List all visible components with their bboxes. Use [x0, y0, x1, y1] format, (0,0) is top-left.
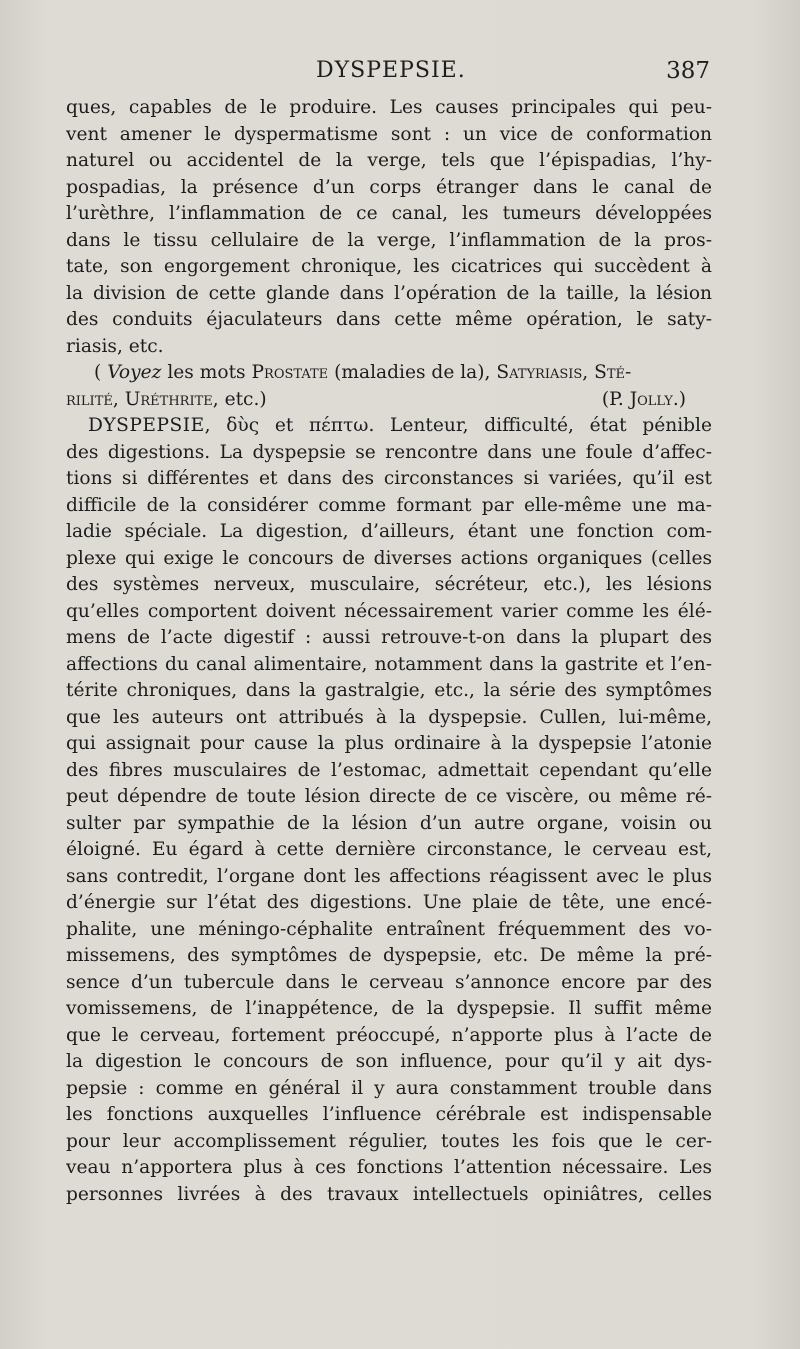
text-line: tions si différentes et dans des circonstances si variées, qu’il est	[66, 468, 712, 489]
text-line: peut dépendre de toute lésion directe de ce viscère, ou même ré-	[66, 786, 712, 807]
body-text	[66, 95, 712, 1208]
cross-reference-text: , etc.)	[212, 388, 267, 410]
text-line: sence d’un tubercule dans le cerveau s’annonce encore par des	[66, 971, 712, 993]
text-line: phalite, une méningo-céphalite entraînent fréquemment des vo-	[66, 918, 712, 940]
text-line: vomissemens, de l’inappétence, de la dyspepsie. Il suffit même	[66, 998, 712, 1019]
text-line: que le cerveau, fortement préoccupé, n’apporte plus à l’acte de	[66, 1024, 712, 1046]
author-name: Jolly	[629, 388, 673, 410]
cross-reference-text: ,	[582, 362, 589, 383]
text-line: veau n’apportera plus à ces fonctions l’attention nécessaire. Les	[66, 1157, 712, 1178]
text-line: ladie spéciale. La digestion, d’ailleurs, étant une fonction com-	[66, 521, 712, 542]
text-line: riasis, etc.	[66, 335, 164, 357]
page-number: 387	[666, 58, 710, 84]
text-line: des conduits éjaculateurs dans cette même opération, le saty-	[66, 309, 712, 330]
text-line: qui assignait pour cause la plus ordinaire à la dyspepsie l’atonie	[66, 733, 712, 754]
text-line: vent amener le dyspermatisme sont : un vice de conformation	[66, 123, 712, 145]
cross-reference-term: rilité	[66, 388, 113, 410]
text-line: la division de cette glande dans l’opération de la taille, la lésion	[66, 282, 712, 304]
page-header	[66, 58, 712, 92]
cross-reference-line	[66, 360, 712, 387]
text-line: d’énergie sur l’état des digestions. Une plaie de tête, une encé-	[66, 892, 712, 913]
entry-first-line	[66, 413, 712, 440]
cross-reference-term: Sté-	[594, 362, 632, 383]
cross-reference-term: Satyriasis	[496, 362, 583, 383]
cross-reference-term: Prostate	[251, 362, 329, 383]
text-line: des systèmes nerveux, musculaire, sécréteur, etc.), les lésions	[66, 574, 712, 595]
cross-reference-text: les mots	[167, 362, 246, 383]
text-line: tate, son engorgement chronique, les cicatrices qui succèdent à	[66, 256, 712, 277]
text-line: sans contredit, l’organe dont les affections réagissent avec le plus	[66, 865, 712, 887]
text-line: des digestions. La dyspepsie se rencontre dans une foule d’affec-	[66, 441, 712, 463]
text-line: difficile de la considérer comme formant par elle-même une ma-	[66, 494, 712, 516]
text-line: pepsie : comme en général il y aura constamment trouble dans	[66, 1077, 712, 1099]
text-line: missemens, des symptômes de dyspepsie, etc. De même la pré-	[66, 945, 712, 966]
entry-headword: DYSPEPSIE	[88, 415, 205, 436]
author-credit-open: (P.	[601, 388, 624, 410]
text-line: affections du canal alimentaire, notamment dans la gastrite et l’en-	[66, 653, 712, 675]
text-line: la digestion le concours de son influence, pour qu’il y ait dys-	[66, 1051, 712, 1072]
cross-reference-term: Uréthrite	[124, 388, 213, 410]
text-line: personnes livrées à des travaux intellectuels opiniâtres, celles	[66, 1183, 712, 1205]
text-line: térite chroniques, dans la gastralgie, etc., la série des symptômes	[66, 680, 712, 701]
text-line: naturel ou accidentel de la verge, tels que l’épispadias, l’hy-	[66, 150, 712, 171]
text-line: plexe qui exige le concours de diverses actions organiques (celles	[66, 547, 712, 569]
text-line: des fibres musculaires de l’estomac, admettait cependant qu’elle	[66, 759, 712, 781]
text-line: sulter par sympathie de la lésion d’un autre organe, voisin ou	[66, 812, 712, 834]
text-line: ques, capables de le produire. Les causes principales qui peu-	[66, 97, 712, 118]
author-credit-close: .)	[672, 388, 686, 410]
text-line: qu’elles comportent doivent nécessairement varier comme les élé-	[66, 600, 712, 622]
cross-reference-text: (maladies de la),	[334, 362, 491, 383]
cross-reference-line	[66, 387, 712, 414]
text-line: que les auteurs ont attribués à la dyspepsie. Cullen, lui-même,	[66, 706, 712, 728]
author-credit	[602, 387, 686, 414]
text-line: pour leur accomplissement régulier, toutes les fois que le cer-	[66, 1130, 712, 1152]
text-line: les fonctions auxquelles l’influence cérébrale est indispensable	[66, 1104, 712, 1125]
text-line: mens de l’acte digestif : aussi retrouve-t-on dans la plupart des	[66, 627, 712, 648]
text-line: pospadias, la présence d’un corps étranger dans le canal de	[66, 176, 712, 198]
text-line: l’urèthre, l’inflammation de ce canal, les tumeurs développées	[66, 203, 712, 224]
entry-etymology: , δὺς et πέπτω. Lenteur, difficulté, état pénible	[204, 415, 712, 436]
cross-reference-text: ,	[112, 388, 119, 410]
cross-reference-text: (	[94, 362, 102, 383]
running-head: DYSPEPSIE.	[316, 58, 466, 83]
text-line: dans le tissu cellulaire de la verge, l’inflammation de la pros-	[66, 229, 712, 251]
text-line: éloigné. Eu égard à cette dernière circonstance, le cerveau est,	[66, 839, 712, 860]
voyez-word: Voyez	[107, 362, 162, 383]
